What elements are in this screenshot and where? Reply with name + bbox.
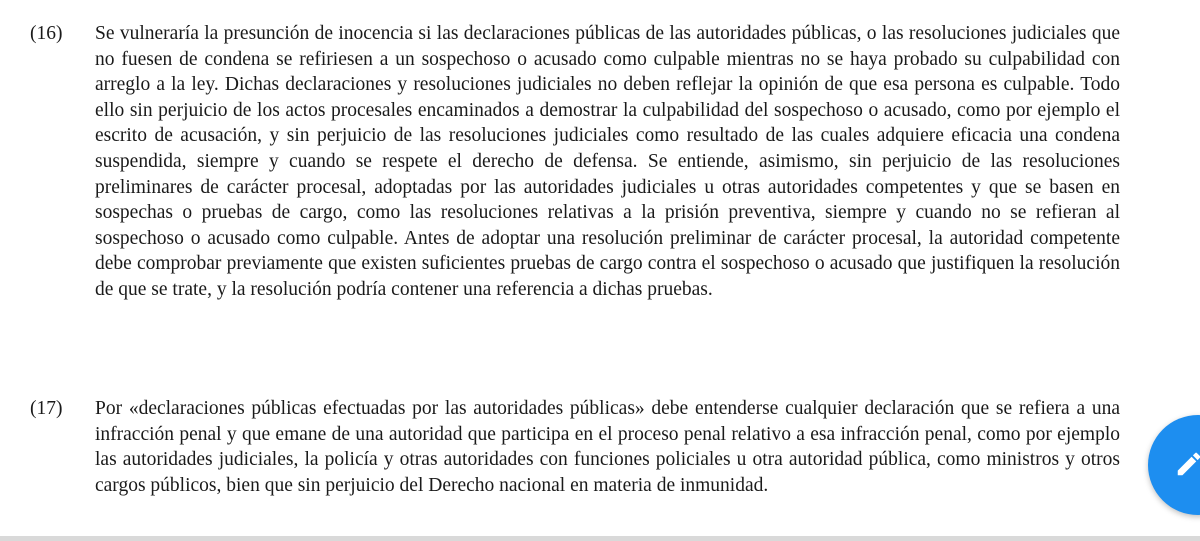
edit-floating-button[interactable]	[1148, 415, 1200, 515]
recital-text: Se vulneraría la presunción de inocencia si las declaraciones públicas de las autoridades públicas, o las resoluciones judiciales que no fuesen de condena se refiriesen a un sospechoso o acusado como culpable mientras no se haya probado su culpabilidad con arreglo a la ley. Dichas declaraciones y resoluciones judiciales no deben reflejar la opinión de que esa persona es culpable. Todo ello sin perjuicio de los actos procesales encaminados a demostrar la culpabilidad del sospechoso o acusado, como por ejemplo el escrito de acusación, y sin perjuicio de las resoluciones judiciales como resultado de las cuales adquiere eficacia una condena suspendida, siempre y cuando se respete el derecho de defensa. Se entiende, asimismo, sin perjuicio de las resoluciones preliminares de carácter procesal, adoptadas por las autoridades judiciales u otras autoridades competentes y que se basen en sospechas o pruebas de cargo, como las resoluciones relativas a la prisión preventiva, siempre y cuando no se refieran al sospechoso o acusado como culpable. Antes de adoptar una resolución preliminar de carácter procesal, la autoridad competente debe comprobar previamente que existen suficientes pruebas de cargo contra el sospechoso o acusado que justifiquen la resolución de que se trate, y la resolución podría contener una referencia a dichas pruebas.	[95, 23, 1120, 300]
recital-number: (17)	[30, 398, 63, 419]
bottom-divider	[0, 536, 1200, 541]
recital-text: Por «declaraciones públicas efectuadas por las autoridades públicas» debe entenderse cualquier declaración que se refiera a una infracción penal y que emane de una autoridad que participa en el proceso penal relativo a esa infracción penal, como por ejemplo las autoridades judiciales, la policía y otras autoridades con funciones policiales u otra autoridad pública, como ministros y otros cargos públicos, bien que sin perjuicio del Derecho nacional en materia de inmunidad.	[95, 398, 1120, 496]
pencil-icon	[1174, 449, 1200, 479]
recital-number: (16)	[30, 23, 63, 44]
